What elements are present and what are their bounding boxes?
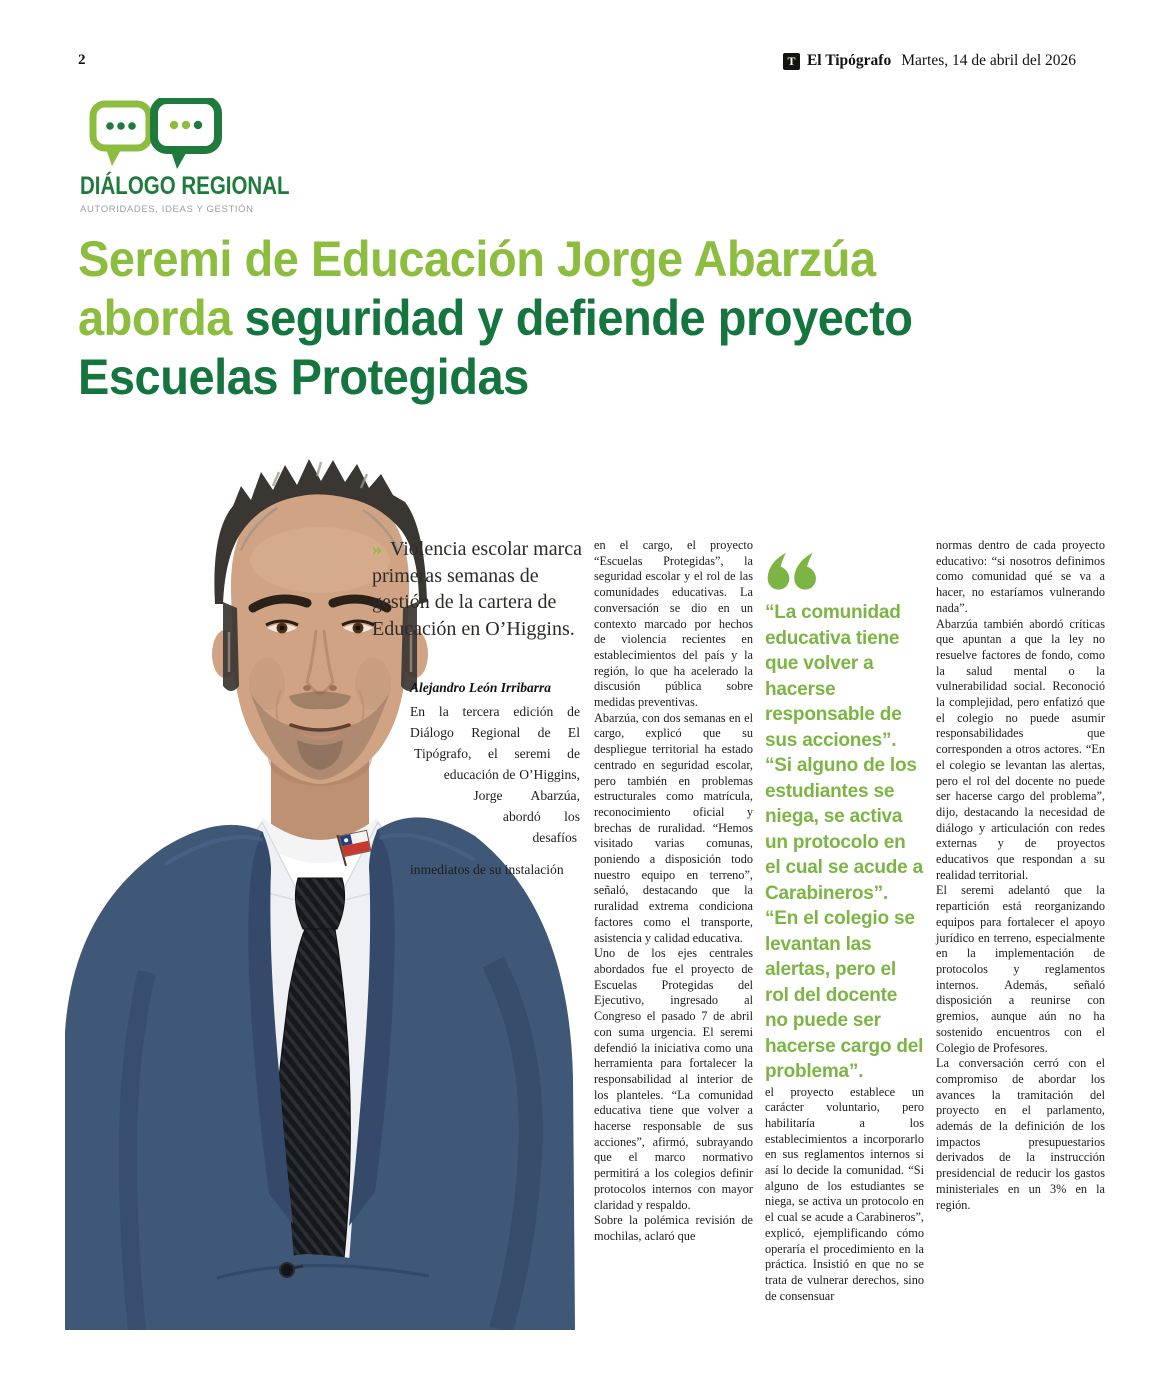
intro-paragraph: En la tercera edición de Diálogo Regional de El Tipógrafo, el seremi de educación de O’Higgins, Jorge Abarzúa, abordó los desafíos inmediatos de su instalación: [410, 701, 580, 880]
edition-date: Martes, 14 de abril del 2026: [901, 52, 1076, 69]
body-paragraph: normas dentro de cada proyecto educativo: “si nosotros definimos como comunidad qué se va a hacer, no estaríamos vulnerando nada”.: [936, 538, 1105, 615]
body-paragraph: El seremi adelantó que la repartición está reorganizando equipos para fortalecer el apoyo jurídico en terreno, especialmente en la implementación de protocolos y reglamentos internos. Además, señaló disposición a reunirse con gremios, aunque aún no ha sostenido encuentros con el Colegio de Profesores.: [936, 883, 1105, 1055]
page-number: 2: [78, 52, 86, 68]
section-logo-title: DIÁLOGO REGIONAL: [80, 172, 290, 200]
section-logo-subtitle: AUTORIDADES, IDEAS Y GESTIÓN: [80, 204, 254, 215]
body-paragraph: Abarzúa, con dos semanas en el cargo, explicó que su despliegue territorial ha estado centrado en seguridad escolar, pero también en problemas estructurales como matrícula, reconocimiento oficial y brechas de ruralidad. “Hemos visitado varias comunas, poniendo a disposición todo nuestro equipo en terreno”, señaló, destacando que la ruralidad extrema condiciona factores como el transporte, asistencia y calidad educativa.: [594, 710, 753, 945]
body-paragraph: Sobre la polémica revisión de mochilas, aclaró que: [594, 1213, 753, 1243]
headline-line-1: Seremi de Educación Jorge Abarzúa: [78, 231, 876, 287]
byline-author: Alejandro León Irribarra: [410, 680, 552, 695]
body-paragraph: Uno de los ejes centrales abordados fue el proyecto de Escuelas Protegidas del Ejecutivo, ingresado al Congreso el pasado 7 de abril con suma urgencia. El seremi defendió la iniciativa como una herramienta para fortalecer la responsabilidad al interior de los planteles. “La comunidad educativa tiene que volver a hacerse responsable de sus acciones”, afirmó, subrayando que el marco normativo permitirá a los colegios definir protocolos internos con mayor claridad y respaldo.: [594, 946, 753, 1212]
body-paragraph: el proyecto establece un carácter voluntario, pero habilitaría a los establecimientos a incorporarlo en sus reglamentos internos si así lo decide la comunidad. “Si alguno de los estudiantes se niega, se activa un protocolo en el cual se acude a Carabineros”, explicó, ejemplificando cómo operaría el procedimiento en la práctica. Insistió en que no se trata de vulnerar derechos, sino de consensuar: [765, 1084, 924, 1303]
headline-line-3: Escuelas Protegidas: [78, 349, 529, 405]
masthead: [783, 52, 1076, 70]
pull-quote: “Si alguno de los estudiantes se niega, se activa un protocolo en el cual se acude a Carabineros”.: [765, 755, 923, 904]
section-logo: [80, 98, 290, 215]
body-paragraph: Abarzúa también abordó críticas que apuntan a que la ley no resuelve factores de fondo, como la salud mental o la vulnerabilidad social. Reconoció la complejidad, pero enfatizó que el colegio no puede asumir responsabilidades que corresponden a otros actores. “En el colegio se levantan las alertas, pero el rol del docente no puede ser hacerse cargo del problema”, dijo, destacando la necesidad de diálogo y articulación con redes externas y de proyectos educativos que respondan a su realidad territorial.: [936, 616, 1105, 882]
lead-kicker: [372, 536, 598, 642]
speech-bubbles-icon: [88, 98, 228, 170]
pull-quote: “En el colegio se levantan las alertas, pero el rol del docente no puede ser hacerse cargo del problema”.: [765, 908, 924, 1082]
body-paragraph: La conversación cerró con el compromiso de abordar los avances la tramitación del proyecto en el parlamento, además de la definición de los impactos presupuestarios derivados de la instrucción presidencial de reducir los gastos ministeriales en un 3% en la región.: [936, 1056, 1105, 1212]
jacket-button: [280, 1263, 294, 1277]
newspaper-brand: El Tipógrafo: [806, 52, 892, 69]
article-column-3: [936, 538, 1105, 1213]
body-paragraph: en el cargo, el proyecto “Escuelas Protegidas”, la seguridad escolar y el rol de las comunidades educativas. La conversación se dio en un contexto marcado por hechos de violencia recientes en establecimientos del país y la región, lo que ha acelerado la discusión pública sobre medidas preventivas.: [594, 538, 753, 710]
kicker-text: Violencia escolar marca primeras semanas de gestión de la cartera de Educación en O’Higgins.: [372, 538, 583, 640]
headline: [78, 230, 1098, 407]
pull-quote: “La comunidad educativa tiene que volver a hacerse responsable de sus acciones”.: [765, 602, 902, 751]
newspaper-logo-icon: T: [783, 53, 800, 70]
article-column-1: [594, 538, 753, 1245]
article-column-2: [765, 550, 924, 1304]
headline-line-2: aborda seguridad y defiende proyecto: [78, 290, 913, 346]
kicker-marker-icon: »: [372, 538, 382, 560]
double-quote-icon: [765, 552, 819, 590]
